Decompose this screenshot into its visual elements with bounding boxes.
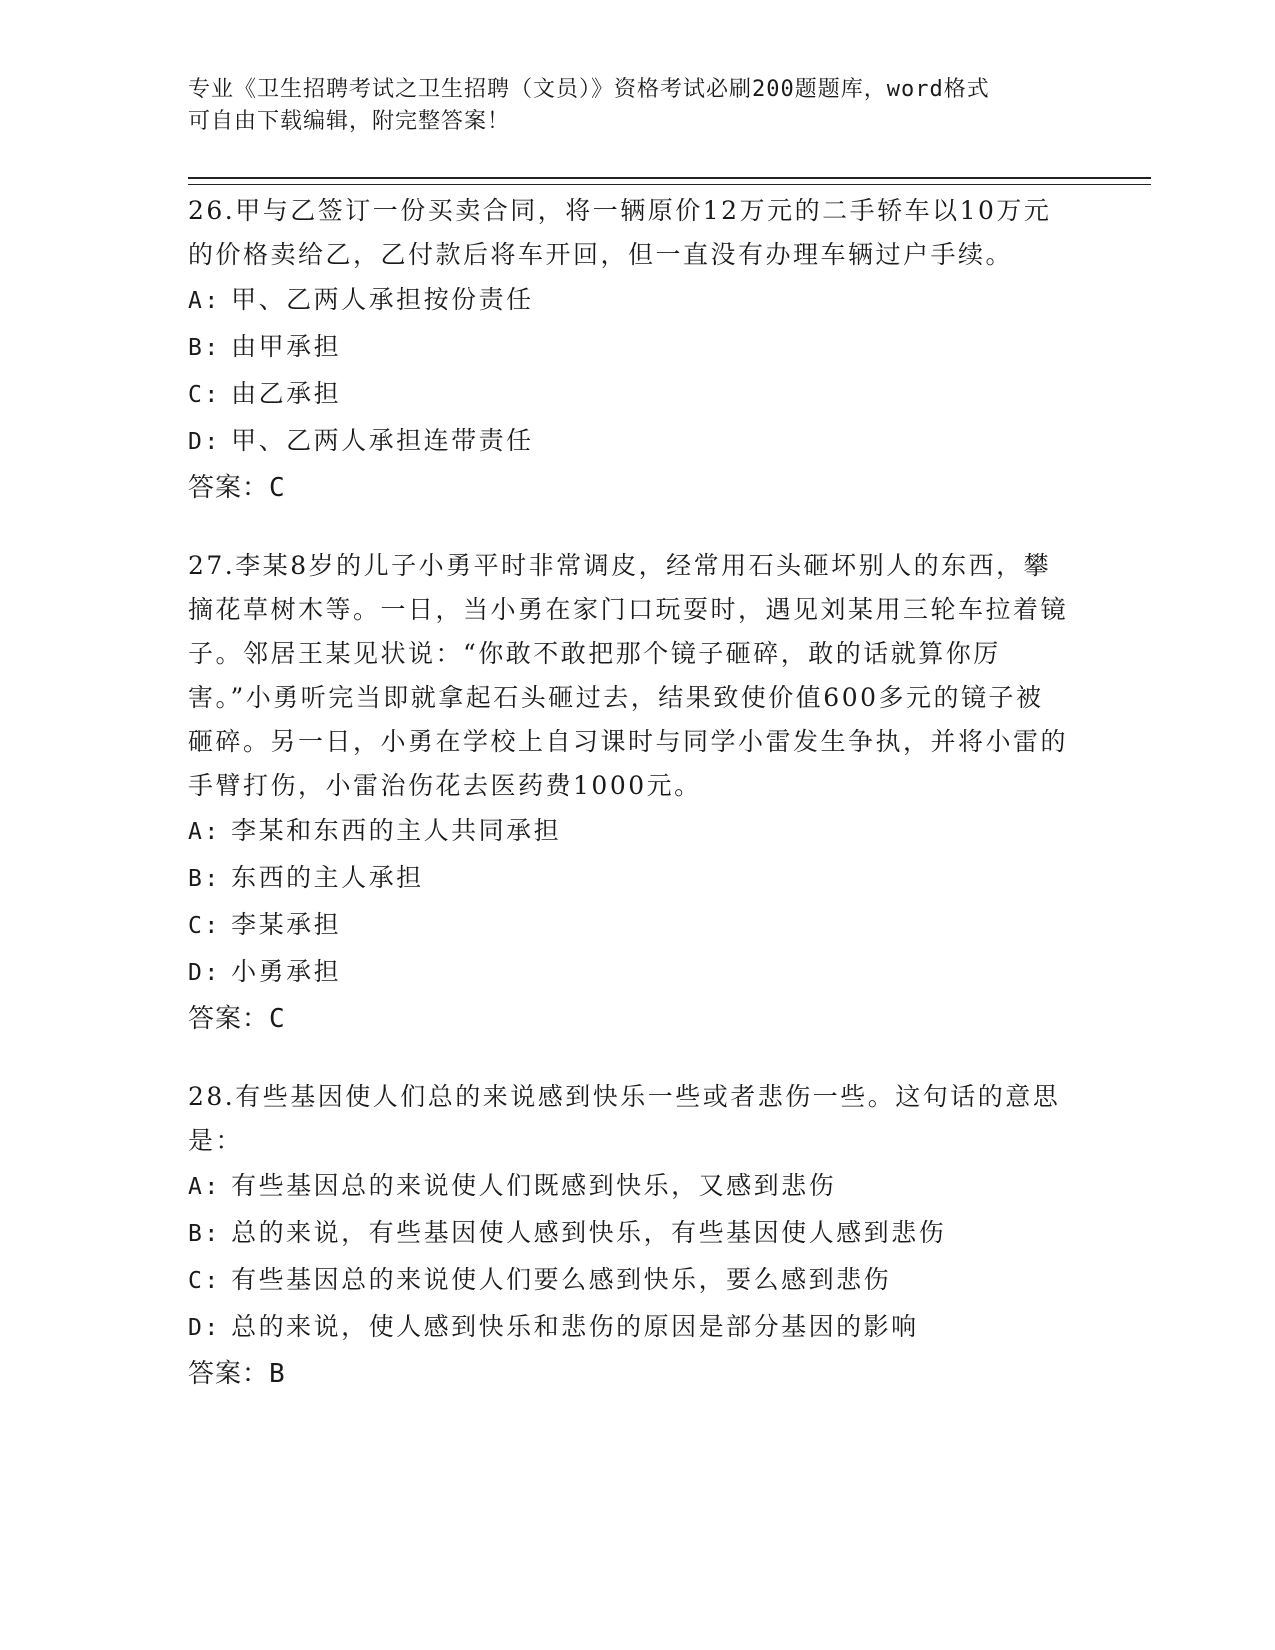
answer-label: 答案： [188, 1004, 270, 1034]
option-text: 总的来说，使人感到快乐和悲伤的原因是部分基因的影响 [231, 1312, 919, 1341]
document-header [188, 74, 1068, 138]
option-text: 甲、乙两人承担连带责任 [231, 426, 534, 455]
question-text: 27.李某8岁的儿子小勇平时非常调皮，经常用石头砸坏别人的东西，攀摘花草树木等。一日，当小勇在家门口玩耍时，遇见刘某用三轮车拉着镜子。邻居王某见状说：“你敢不敢把那个镜子砸碎，敢的话就算你厉害。”小勇听完当即就拿起石头砸过去，结果致使价值600多元的镜子被砸碎。另一日，小勇在学校上自习课时与同学小雷发生争执，并将小雷的手臂打伤，小雷治伤花去医药费1000元。 [188, 551, 1069, 800]
option-letter: B: [188, 1221, 221, 1247]
option-letter: B: [188, 335, 221, 361]
option-text: 有些基因总的来说使人们要么感到快乐，要么感到悲伤 [231, 1265, 892, 1294]
option-letter: B: [188, 866, 221, 892]
option-text: 李某和东西的主人共同承担 [231, 816, 562, 845]
answer-label: 答案： [188, 1359, 270, 1389]
answer-label: 答案： [188, 473, 270, 503]
option-letter: C: [188, 382, 221, 408]
header-divider-thick [188, 177, 1151, 179]
question-text: 26.甲与乙签订一份买卖合同，将一辆原价12万元的二手轿车以10万元的价格卖给乙，乙付款后将车开回，但一直没有办理车辆过户手续。 [188, 196, 1052, 269]
header-divider-thin [188, 184, 1151, 185]
question-text: 28.有些基因使人们总的来说感到快乐一些或者悲伤一些。这句话的意思是： [188, 1082, 1061, 1155]
option-text: 由乙承担 [231, 379, 342, 408]
option-c [188, 1257, 1068, 1304]
option-letter: D: [188, 429, 221, 455]
option-text: 由甲承担 [231, 332, 342, 361]
question-26 [188, 189, 1068, 510]
answer-line [188, 997, 1068, 1041]
option-letter: D: [188, 1315, 221, 1341]
answer-value: C [269, 473, 285, 503]
answer-line [188, 466, 1068, 510]
option-letter: D: [188, 960, 221, 986]
question-28 [188, 1075, 1068, 1396]
option-d [188, 1304, 1068, 1351]
option-text: 有些基因总的来说使人们既感到快乐，又感到悲伤 [231, 1171, 837, 1200]
option-c [188, 902, 1068, 949]
option-d [188, 949, 1068, 996]
option-c [188, 371, 1068, 418]
option-d [188, 418, 1068, 465]
option-b [188, 324, 1068, 371]
option-letter: A: [188, 288, 221, 314]
option-text: 东西的主人承担 [231, 863, 424, 892]
option-letter: A: [188, 1174, 221, 1200]
option-text: 小勇承担 [231, 957, 342, 986]
answer-value: C [269, 1004, 285, 1034]
option-a [188, 808, 1068, 855]
option-a [188, 277, 1068, 324]
header-line-1: 专业《卫生招聘考试之卫生招聘（文员）》资格考试必刷200题题库，word格式 [188, 77, 990, 102]
option-b [188, 855, 1068, 902]
option-text: 李某承担 [231, 910, 342, 939]
header-line-2: 可自由下载编辑，附完整答案！ [188, 109, 511, 134]
question-27 [188, 544, 1068, 1041]
answer-line [188, 1352, 1068, 1396]
option-letter: C: [188, 1268, 221, 1294]
option-letter: A: [188, 819, 221, 845]
option-text: 总的来说，有些基因使人感到快乐，有些基因使人感到悲伤 [231, 1218, 947, 1247]
question-list [188, 189, 1068, 1430]
option-letter: C: [188, 913, 221, 939]
option-a [188, 1163, 1068, 1210]
option-text: 甲、乙两人承担按份责任 [231, 285, 534, 314]
option-b [188, 1210, 1068, 1257]
answer-value: B [269, 1359, 285, 1389]
